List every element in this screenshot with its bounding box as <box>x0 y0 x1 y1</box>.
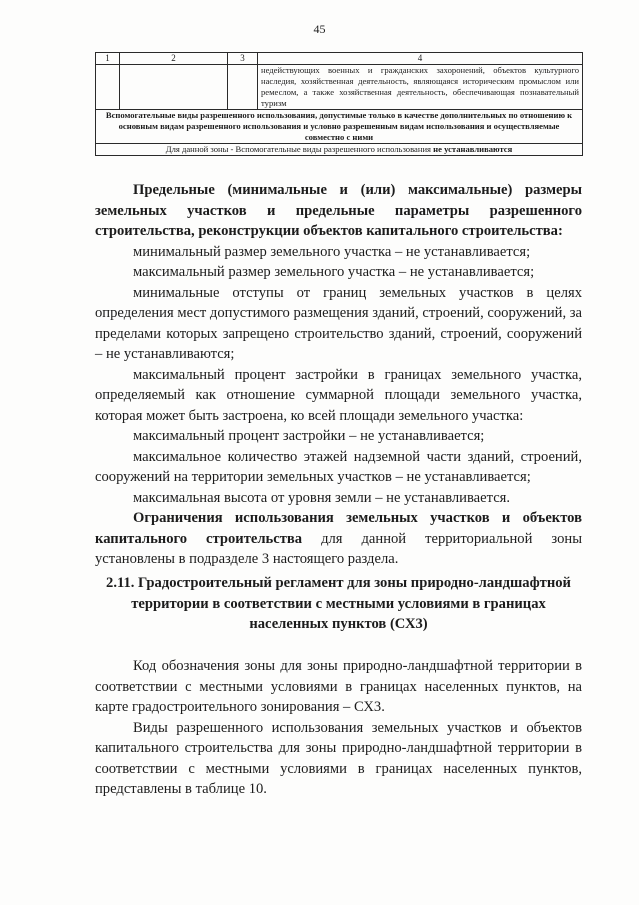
restrictions-rest: для данной территориальной зоны установлены в подразделе 3 настоящего раздела. <box>95 530 582 567</box>
aux-uses-note <box>96 144 583 156</box>
table-cell <box>228 65 258 110</box>
limits-section <box>95 180 582 570</box>
table-row <box>96 144 583 156</box>
table-cell-description: недействующих военных и гражданских захоронений, объектов культурного наследия, хозяйственная деятельность, являющаяся историческим промыслом или ремеслом, а также хозяйственная деятельность, обеспечивающая познавательный туризм <box>258 65 583 110</box>
table-cell <box>120 65 228 110</box>
limit-item: максимальный размер земельного участка – не устанавливается; <box>133 264 535 280</box>
table-header-cell: 1 <box>96 53 120 65</box>
limit-item: максимальная высота от уровня земли – не устанавливается. <box>133 489 511 506</box>
limit-item: максимальный процент застройки – не устанавливается; <box>133 428 485 444</box>
limits-heading: Предельные (минимальные и (или) максимальные) размеры земельных участков и предельные параметры разрешенного строительства, реконструкции объектов капитального строительства: <box>95 182 582 239</box>
zone-usage-table <box>95 52 583 156</box>
table-cell <box>96 65 120 110</box>
table-header-cell: 4 <box>258 53 583 65</box>
limit-item: максимальный процент застройки в границах земельного участка, определяемый как отношение суммарной площади земельного участка, которая может быть застроена, ко всей площади земельного участка: <box>95 366 582 424</box>
section-paragraph: Код обозначения зоны для зоны природно-ландшафтной территории в соответствии с местными условиями в границах населенных пунктов, на карте градостроительного зонирования – СХ3. <box>95 658 582 715</box>
limit-item: максимальное количество этажей надземной части зданий, строений, сооружений на территории земельных участков – не устанавливается; <box>95 448 582 485</box>
section-paragraph: Виды разрешенного использования земельных участков и объектов капитального строительства для зоны природно-ландшафтной территории в соответствии с местными условиями в границах населенных пунктов, представлены в таблице 10. <box>95 719 582 797</box>
table-row <box>96 110 583 144</box>
restrictions-paragraph <box>95 508 582 570</box>
table-header-row <box>96 53 583 65</box>
table-header-cell: 3 <box>228 53 258 65</box>
aux-uses-heading: Вспомогательные виды разрешенного использования, допустимые только в качестве дополнительных по отношению к основным видам разрешенного использования и условно разрешенным видам использования и осуществляемые совместно с ними <box>96 110 583 144</box>
limit-item: минимальные отступы от границ земельных участков в целях определения мест допустимого размещения зданий, строений, сооружений, за пределами которых запрещено строительство зданий, строений, сооружений – не устанавливаются; <box>95 284 583 362</box>
aux-uses-note-bold: не устанавливаются <box>433 144 513 154</box>
section-body <box>95 656 582 800</box>
table-header-cell: 2 <box>120 53 228 65</box>
table-row <box>96 65 583 110</box>
page-number: 45 <box>313 22 326 36</box>
restrictions-bold: Ограничения использования земельных участков и объектов капитального строительства <box>95 510 582 547</box>
aux-uses-note-text: Для данной зоны - Вспомогательные виды разрешенного использования <box>165 144 434 154</box>
limit-item: минимальный размер земельного участка – не устанавливается; <box>133 243 531 260</box>
section-heading: 2.11. Градостроительный регламент для зоны природно-ландшафтной территории в соответствии с местными условиями в границах населенных пунктов (СХ3) <box>106 575 571 632</box>
